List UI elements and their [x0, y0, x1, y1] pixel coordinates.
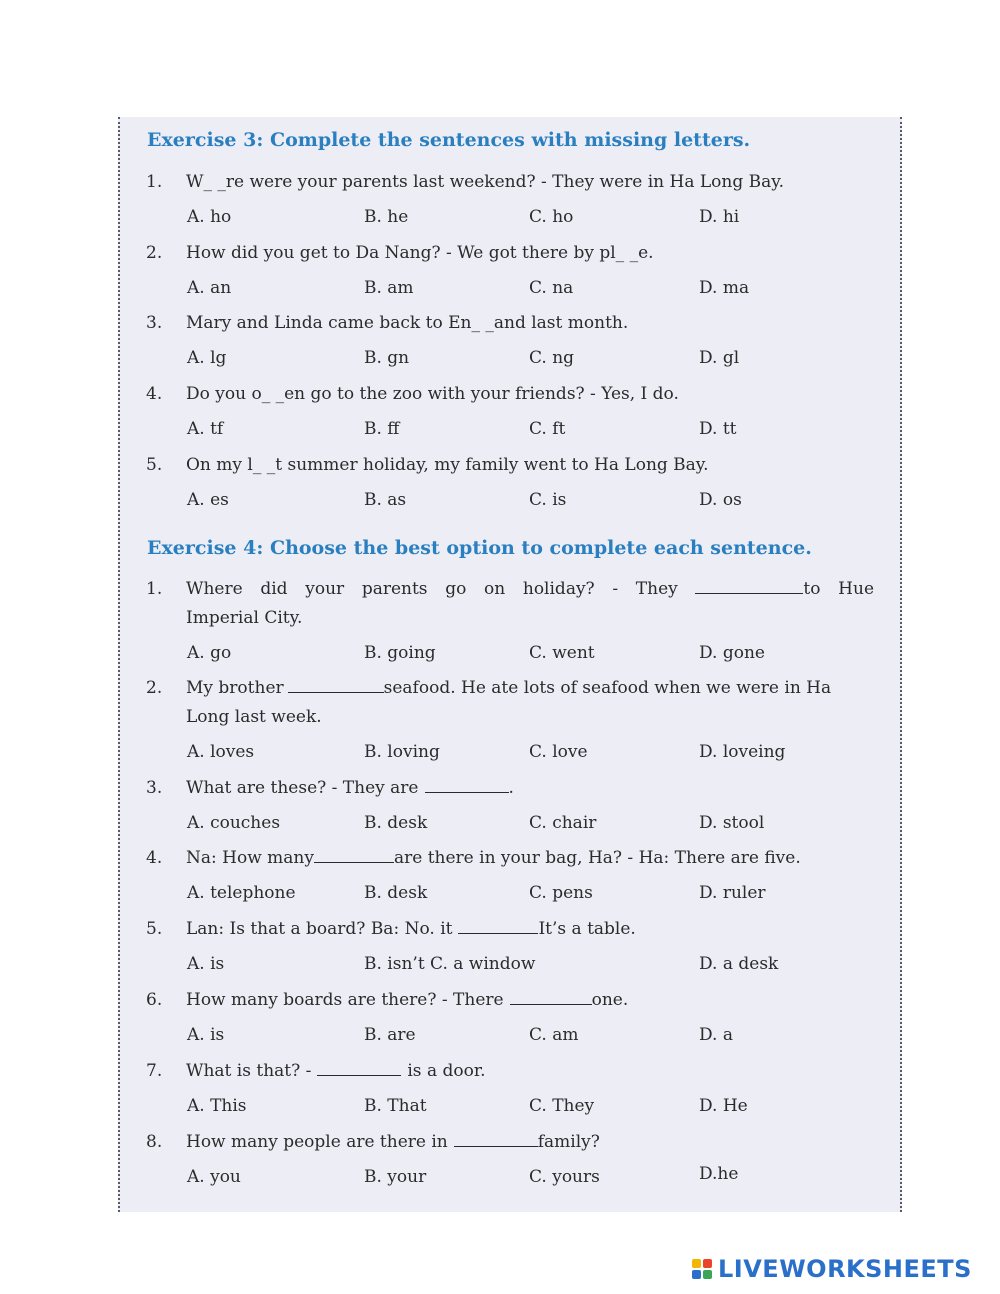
- e4-q8-option-a[interactable]: A. you: [187, 1167, 241, 1187]
- e4-q1-text: [186, 579, 874, 599]
- e4-q6-option-b[interactable]: B. are: [364, 1025, 416, 1045]
- e4-q8-blank[interactable]: [454, 1145, 538, 1147]
- e4-q1-option-d[interactable]: D. gone: [699, 643, 765, 663]
- e4-q5-blank[interactable]: [458, 932, 538, 934]
- e3-q1-text: W_ _re were your parents last weekend? - They were in Ha Long Bay.: [186, 172, 785, 192]
- e3-q4-number: 4.: [146, 384, 163, 404]
- e4-q3-number: 3.: [146, 778, 163, 798]
- e4-q4-blank[interactable]: [314, 861, 394, 863]
- e3-q3-option-b[interactable]: B. gn: [364, 348, 410, 368]
- e3-q2-option-c[interactable]: C. na: [529, 278, 574, 298]
- e4-q1-number: 1.: [146, 579, 163, 599]
- e3-q1-option-b[interactable]: B. he: [364, 207, 409, 227]
- e3-q4-option-c[interactable]: C. ft: [529, 419, 566, 439]
- e4-q1-option-c[interactable]: C. went: [529, 643, 595, 663]
- e3-q4-text: Do you o_ _en go to the zoo with your friends? - Yes, I do.: [186, 384, 679, 404]
- e3-q1-option-c[interactable]: C. ho: [529, 207, 574, 227]
- e3-q4-option-d[interactable]: D. tt: [699, 419, 737, 439]
- e4-q4-option-b[interactable]: B. desk: [364, 883, 428, 903]
- e4-q5-text: [186, 919, 636, 939]
- e4-q5-number: 5.: [146, 919, 163, 939]
- e4-q2-text-after: seafood. He ate lots of seafood when we were in Ha: [383, 678, 832, 698]
- e4-q1-text-line2: Imperial City.: [186, 608, 303, 628]
- e4-q7-text-after: is a door.: [407, 1061, 486, 1081]
- e3-q2-option-a[interactable]: A. an: [187, 278, 232, 298]
- e3-q5-text: On my l_ _t summer holiday, my family went to Ha Long Bay.: [186, 455, 709, 475]
- e3-q3-option-d[interactable]: D. gl: [699, 348, 740, 368]
- e4-q6-text: [186, 990, 628, 1010]
- e4-q8-text: [186, 1132, 600, 1152]
- e3-q5-option-d[interactable]: D. os: [699, 490, 742, 510]
- e4-q7-text: [186, 1061, 486, 1081]
- e4-q6-number: 6.: [146, 990, 163, 1010]
- e4-q2-text-before: My brother: [186, 678, 284, 698]
- e4-q2-number: 2.: [146, 678, 163, 698]
- e4-q5-option-a[interactable]: A. is: [187, 954, 225, 974]
- e3-q3-number: 3.: [146, 313, 163, 333]
- e4-q7-option-b[interactable]: B. That: [364, 1096, 427, 1116]
- e4-q3-text-before: What are these? - They are: [186, 778, 419, 798]
- e3-q5-number: 5.: [146, 455, 163, 475]
- e3-q3-option-c[interactable]: C. ng: [529, 348, 575, 368]
- e4-q2-option-a[interactable]: A. loves: [187, 742, 255, 762]
- e4-q6-option-c[interactable]: C. am: [529, 1025, 579, 1045]
- e3-q1-number: 1.: [146, 172, 163, 192]
- e4-q8-option-c[interactable]: C. yours: [529, 1167, 600, 1187]
- e3-q2-option-b[interactable]: B. am: [364, 278, 414, 298]
- e3-q5-option-c[interactable]: C. is: [529, 490, 567, 510]
- e3-q5-option-a[interactable]: A. es: [187, 490, 229, 510]
- e4-q7-option-a[interactable]: A. This: [187, 1096, 247, 1116]
- e4-q8-number: 8.: [146, 1132, 163, 1152]
- e4-q1-text-before: Where did your parents go on holiday? - They: [186, 579, 678, 599]
- e4-q3-text: [186, 778, 514, 798]
- e3-q3-text: Mary and Linda came back to En_ _and last month.: [186, 313, 629, 333]
- logo-text: LIVEWORKSHEETS: [718, 1255, 972, 1283]
- e4-q6-text-before: How many boards are there? - There: [186, 990, 504, 1010]
- e4-q1-text-after: to Hue: [803, 579, 875, 599]
- e4-q4-option-a[interactable]: A. telephone: [187, 883, 296, 903]
- e4-q7-option-d[interactable]: D. He: [699, 1096, 748, 1116]
- e4-q3-option-b[interactable]: B. desk: [364, 813, 428, 833]
- e4-q2-blank[interactable]: [288, 691, 384, 693]
- e4-q4-option-c[interactable]: C. pens: [529, 883, 593, 903]
- e4-q6-text-after: one.: [591, 990, 629, 1010]
- e4-q7-text-before: What is that? -: [186, 1061, 312, 1081]
- e4-q5-option-d[interactable]: D. a desk: [699, 954, 779, 974]
- e4-q5-text-before: Lan: Is that a board? Ba: No. it: [186, 919, 453, 939]
- e4-q6-option-a[interactable]: A. is: [187, 1025, 225, 1045]
- e4-q1-blank[interactable]: [695, 592, 803, 594]
- e4-q4-text: [186, 848, 801, 868]
- e4-q4-text-after: are there in your bag, Ha? - Ha: There are five.: [393, 848, 801, 868]
- e3-q4-option-a[interactable]: A. tf: [187, 419, 224, 439]
- e4-q5-text-after: It’s a table.: [538, 919, 636, 939]
- e4-q2-text-line2: Long last week.: [186, 707, 322, 727]
- e4-q7-number: 7.: [146, 1061, 163, 1081]
- e4-q2-text: [186, 678, 831, 698]
- e3-q2-number: 2.: [146, 243, 163, 263]
- e3-q3-option-a[interactable]: A. lg: [187, 348, 227, 368]
- e4-q1-option-a[interactable]: A. go: [187, 643, 232, 663]
- e4-q6-blank[interactable]: [510, 1003, 592, 1005]
- liveworksheets-logo-icon: [692, 1259, 712, 1279]
- e4-q3-text-after: .: [508, 778, 514, 798]
- e3-q2-text: How did you get to Da Nang? - We got there by pl_ _e.: [186, 243, 654, 263]
- e4-q1-option-b[interactable]: B. going: [364, 643, 436, 663]
- exercise-3-heading: Exercise 3: Complete the sentences with missing letters.: [147, 129, 751, 151]
- e4-q6-option-d[interactable]: D. a: [699, 1025, 733, 1045]
- e4-q2-option-b[interactable]: B. loving: [364, 742, 440, 762]
- e4-q3-blank[interactable]: [425, 791, 509, 793]
- e3-q2-option-d[interactable]: D. ma: [699, 278, 750, 298]
- e3-q1-option-a[interactable]: A. ho: [187, 207, 232, 227]
- e4-q3-option-a[interactable]: A. couches: [187, 813, 281, 833]
- e3-q5-option-b[interactable]: B. as: [364, 490, 407, 510]
- e4-q8-option-d[interactable]: D.he: [699, 1164, 739, 1184]
- e4-q5-option-b[interactable]: B. isn’t C. a window: [364, 954, 536, 974]
- e3-q1-option-d[interactable]: D. hi: [699, 207, 740, 227]
- e4-q4-option-d[interactable]: D. ruler: [699, 883, 766, 903]
- e4-q8-text-after: family?: [537, 1132, 600, 1152]
- e4-q8-option-b[interactable]: B. your: [364, 1167, 427, 1187]
- e4-q4-number: 4.: [146, 848, 163, 868]
- e4-q7-option-c[interactable]: C. They: [529, 1096, 595, 1116]
- e4-q3-option-c[interactable]: C. chair: [529, 813, 597, 833]
- worksheet-page: [118, 117, 902, 1212]
- e4-q3-option-d[interactable]: D. stool: [699, 813, 765, 833]
- e4-q7-blank[interactable]: [317, 1074, 401, 1076]
- e4-q2-option-c[interactable]: C. love: [529, 742, 588, 762]
- e4-q8-text-before: How many people are there in: [186, 1132, 448, 1152]
- exercise-4-heading: Exercise 4: Choose the best option to complete each sentence.: [147, 537, 812, 559]
- e3-q4-option-b[interactable]: B. ff: [364, 419, 400, 439]
- e4-q2-option-d[interactable]: D. loveing: [699, 742, 786, 762]
- e4-q4-text-before: Na: How many: [186, 848, 314, 868]
- liveworksheets-logo[interactable]: [692, 1254, 972, 1284]
